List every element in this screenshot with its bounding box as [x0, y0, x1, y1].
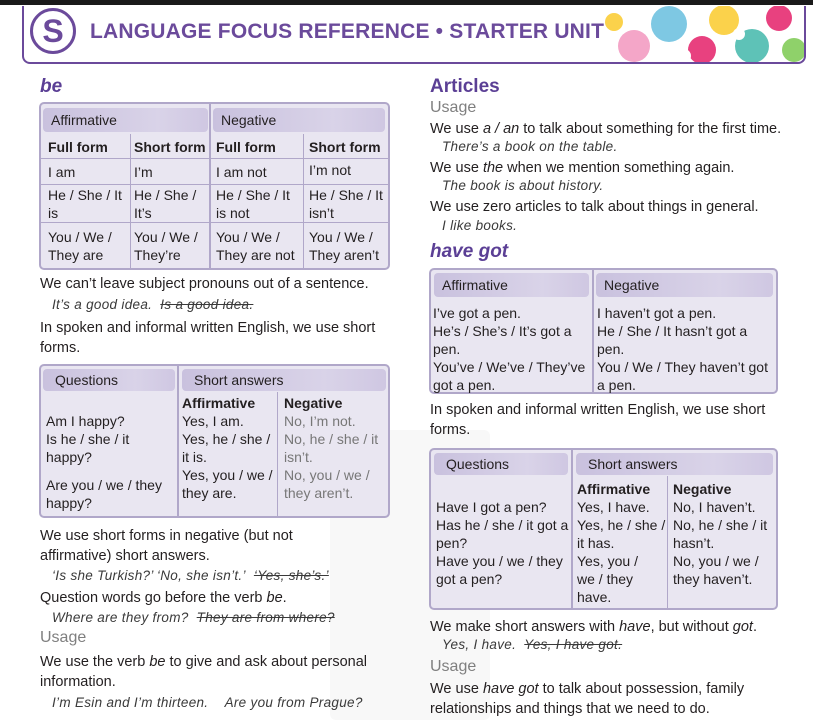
incorrect-example: They are from where?: [196, 610, 335, 625]
table-cell: You / We / They are: [48, 229, 112, 263]
table-header-affirmative: Affirmative: [43, 108, 208, 132]
table-header-short-answers: Short answers: [576, 453, 773, 475]
table-cell: He / She / It is not: [216, 187, 290, 221]
table-cell: Yes, you / we / they are.: [182, 467, 273, 501]
decorative-pattern-icon: [574, 6, 804, 64]
usage-heading: Usage: [430, 99, 477, 116]
col-header: Negative: [673, 481, 732, 497]
note-text: In spoken and informal written English, we use short forms.: [40, 320, 376, 356]
table-cell: You / We / They haven’t got a pen.: [597, 359, 768, 393]
section-title-articles: Articles: [430, 76, 500, 97]
example-text: There’s a book on the table.: [442, 139, 618, 154]
page-header: [22, 6, 806, 64]
top-border: [0, 0, 813, 5]
table-cell: No, I’m not.: [284, 413, 356, 429]
be-short-answers-table: [39, 364, 390, 518]
col-header: Affirmative: [182, 395, 256, 411]
table-header-questions: Questions: [43, 369, 175, 391]
table-cell: I’m: [134, 164, 153, 180]
example-text: I like books.: [442, 218, 518, 233]
table-cell: No, he / she / it isn’t.: [284, 431, 379, 465]
example-text: It’s a good idea. Is a good idea.: [52, 297, 254, 312]
table-cell: No, he / she / it hasn’t.: [673, 517, 768, 551]
table-header-affirmative: Affirmative: [434, 273, 589, 297]
example-text: The book is about history.: [442, 178, 604, 193]
col-header: Short form: [309, 139, 381, 155]
table-cell: He / She / It hasn’t got a pen.: [597, 323, 748, 357]
usage-text: We use have got to talk about possession, family relationships and things that we need to do.: [430, 681, 745, 717]
table-header-questions: Questions: [434, 453, 568, 475]
note-text: In spoken and informal written English, we use short forms.: [430, 402, 766, 438]
note-text: Question words go before the verb be.: [40, 590, 287, 606]
table-cell: Yes, you / we / they have.: [577, 553, 638, 605]
unit-logo: S: [30, 8, 76, 54]
table-header-negative: Negative: [213, 108, 385, 132]
example-text: I’m Esin and I’m thirteen. Are you from Prague?: [52, 695, 363, 710]
usage-text: We use a / an to talk about something for the first time.: [430, 121, 782, 137]
section-title-be: be: [40, 76, 63, 97]
table-cell: You / We / They are not: [216, 229, 295, 263]
table-cell: Am I happy?: [46, 413, 125, 429]
table-cell: Yes, I am.: [182, 413, 244, 429]
table-cell: No, you / we / they aren’t.: [284, 467, 370, 501]
table-cell: Yes, I have.: [577, 499, 650, 515]
have-got-short-answers-table: [429, 448, 778, 610]
col-header: Full form: [48, 139, 108, 155]
table-cell: You / We / They aren’t: [309, 229, 380, 263]
page-title: LANGUAGE FOCUS REFERENCE • STARTER UNIT: [90, 20, 605, 43]
example-text: Yes, I have. Yes, I have got.: [442, 637, 623, 652]
table-cell: I’ve got a pen.: [433, 305, 521, 321]
table-cell: Is he / she / it happy?: [46, 431, 130, 465]
table-cell: Yes, he / she / it has.: [577, 517, 666, 551]
table-cell: Are you / we / they happy?: [46, 477, 162, 511]
table-cell: I’m not: [309, 162, 352, 178]
incorrect-example: Is a good idea.: [160, 297, 254, 312]
table-cell: Yes, he / she / it is.: [182, 431, 271, 465]
usage-text: We use zero articles to talk about things in general.: [430, 199, 759, 215]
usage-heading: Usage: [40, 629, 87, 646]
usage-heading: Usage: [430, 658, 477, 675]
table-cell: I am not: [216, 164, 267, 180]
table-cell: You / We / They’re: [134, 229, 198, 263]
col-header: Short form: [134, 139, 206, 155]
incorrect-example: ‘Yes, she’s.’: [253, 568, 329, 583]
table-cell: Have you / we / they got a pen?: [436, 553, 563, 587]
table-cell: No, you / we / they haven’t.: [673, 553, 759, 587]
table-cell: He / She / It’s: [134, 187, 197, 221]
be-table: [39, 102, 390, 270]
table-header-negative: Negative: [596, 273, 773, 297]
col-header: Full form: [216, 139, 276, 155]
usage-text: We use the verb be to give and ask about personal information.: [40, 654, 368, 690]
note-text: We use short forms in negative (but not affirmative) short answers.: [40, 528, 293, 564]
table-cell: He / She / It isn’t: [309, 187, 383, 221]
section-title-have-got: have got: [430, 241, 509, 262]
table-cell: I haven’t got a pen.: [597, 305, 717, 321]
table-cell: He’s / She’s / It’s got a pen.: [433, 323, 572, 357]
incorrect-example: Yes, I have got.: [524, 637, 623, 652]
col-header: Affirmative: [577, 481, 651, 497]
table-cell: Have I got a pen?: [436, 499, 547, 515]
table-cell: He / She / It is: [48, 187, 122, 221]
table-cell: No, I haven’t.: [673, 499, 756, 515]
col-header: Negative: [284, 395, 343, 411]
note-text: We make short answers with have, but without got.: [430, 619, 757, 635]
table-cell: I am: [48, 164, 76, 180]
example-text: ‘Is she Turkish?’ ‘No, she isn’t.’ ‘Yes, she’s.’: [52, 568, 329, 583]
have-got-table: [429, 268, 778, 394]
usage-text: We use the when we mention something again.: [430, 160, 735, 176]
note-text: We can’t leave subject pronouns out of a sentence.: [40, 276, 369, 292]
table-cell: You’ve / We’ve / They’ve got a pen.: [433, 359, 586, 393]
example-text: Where are they from? They are from where?: [52, 610, 335, 625]
table-cell: Has he / she / it got a pen?: [436, 517, 569, 551]
table-header-short-answers: Short answers: [182, 369, 386, 391]
